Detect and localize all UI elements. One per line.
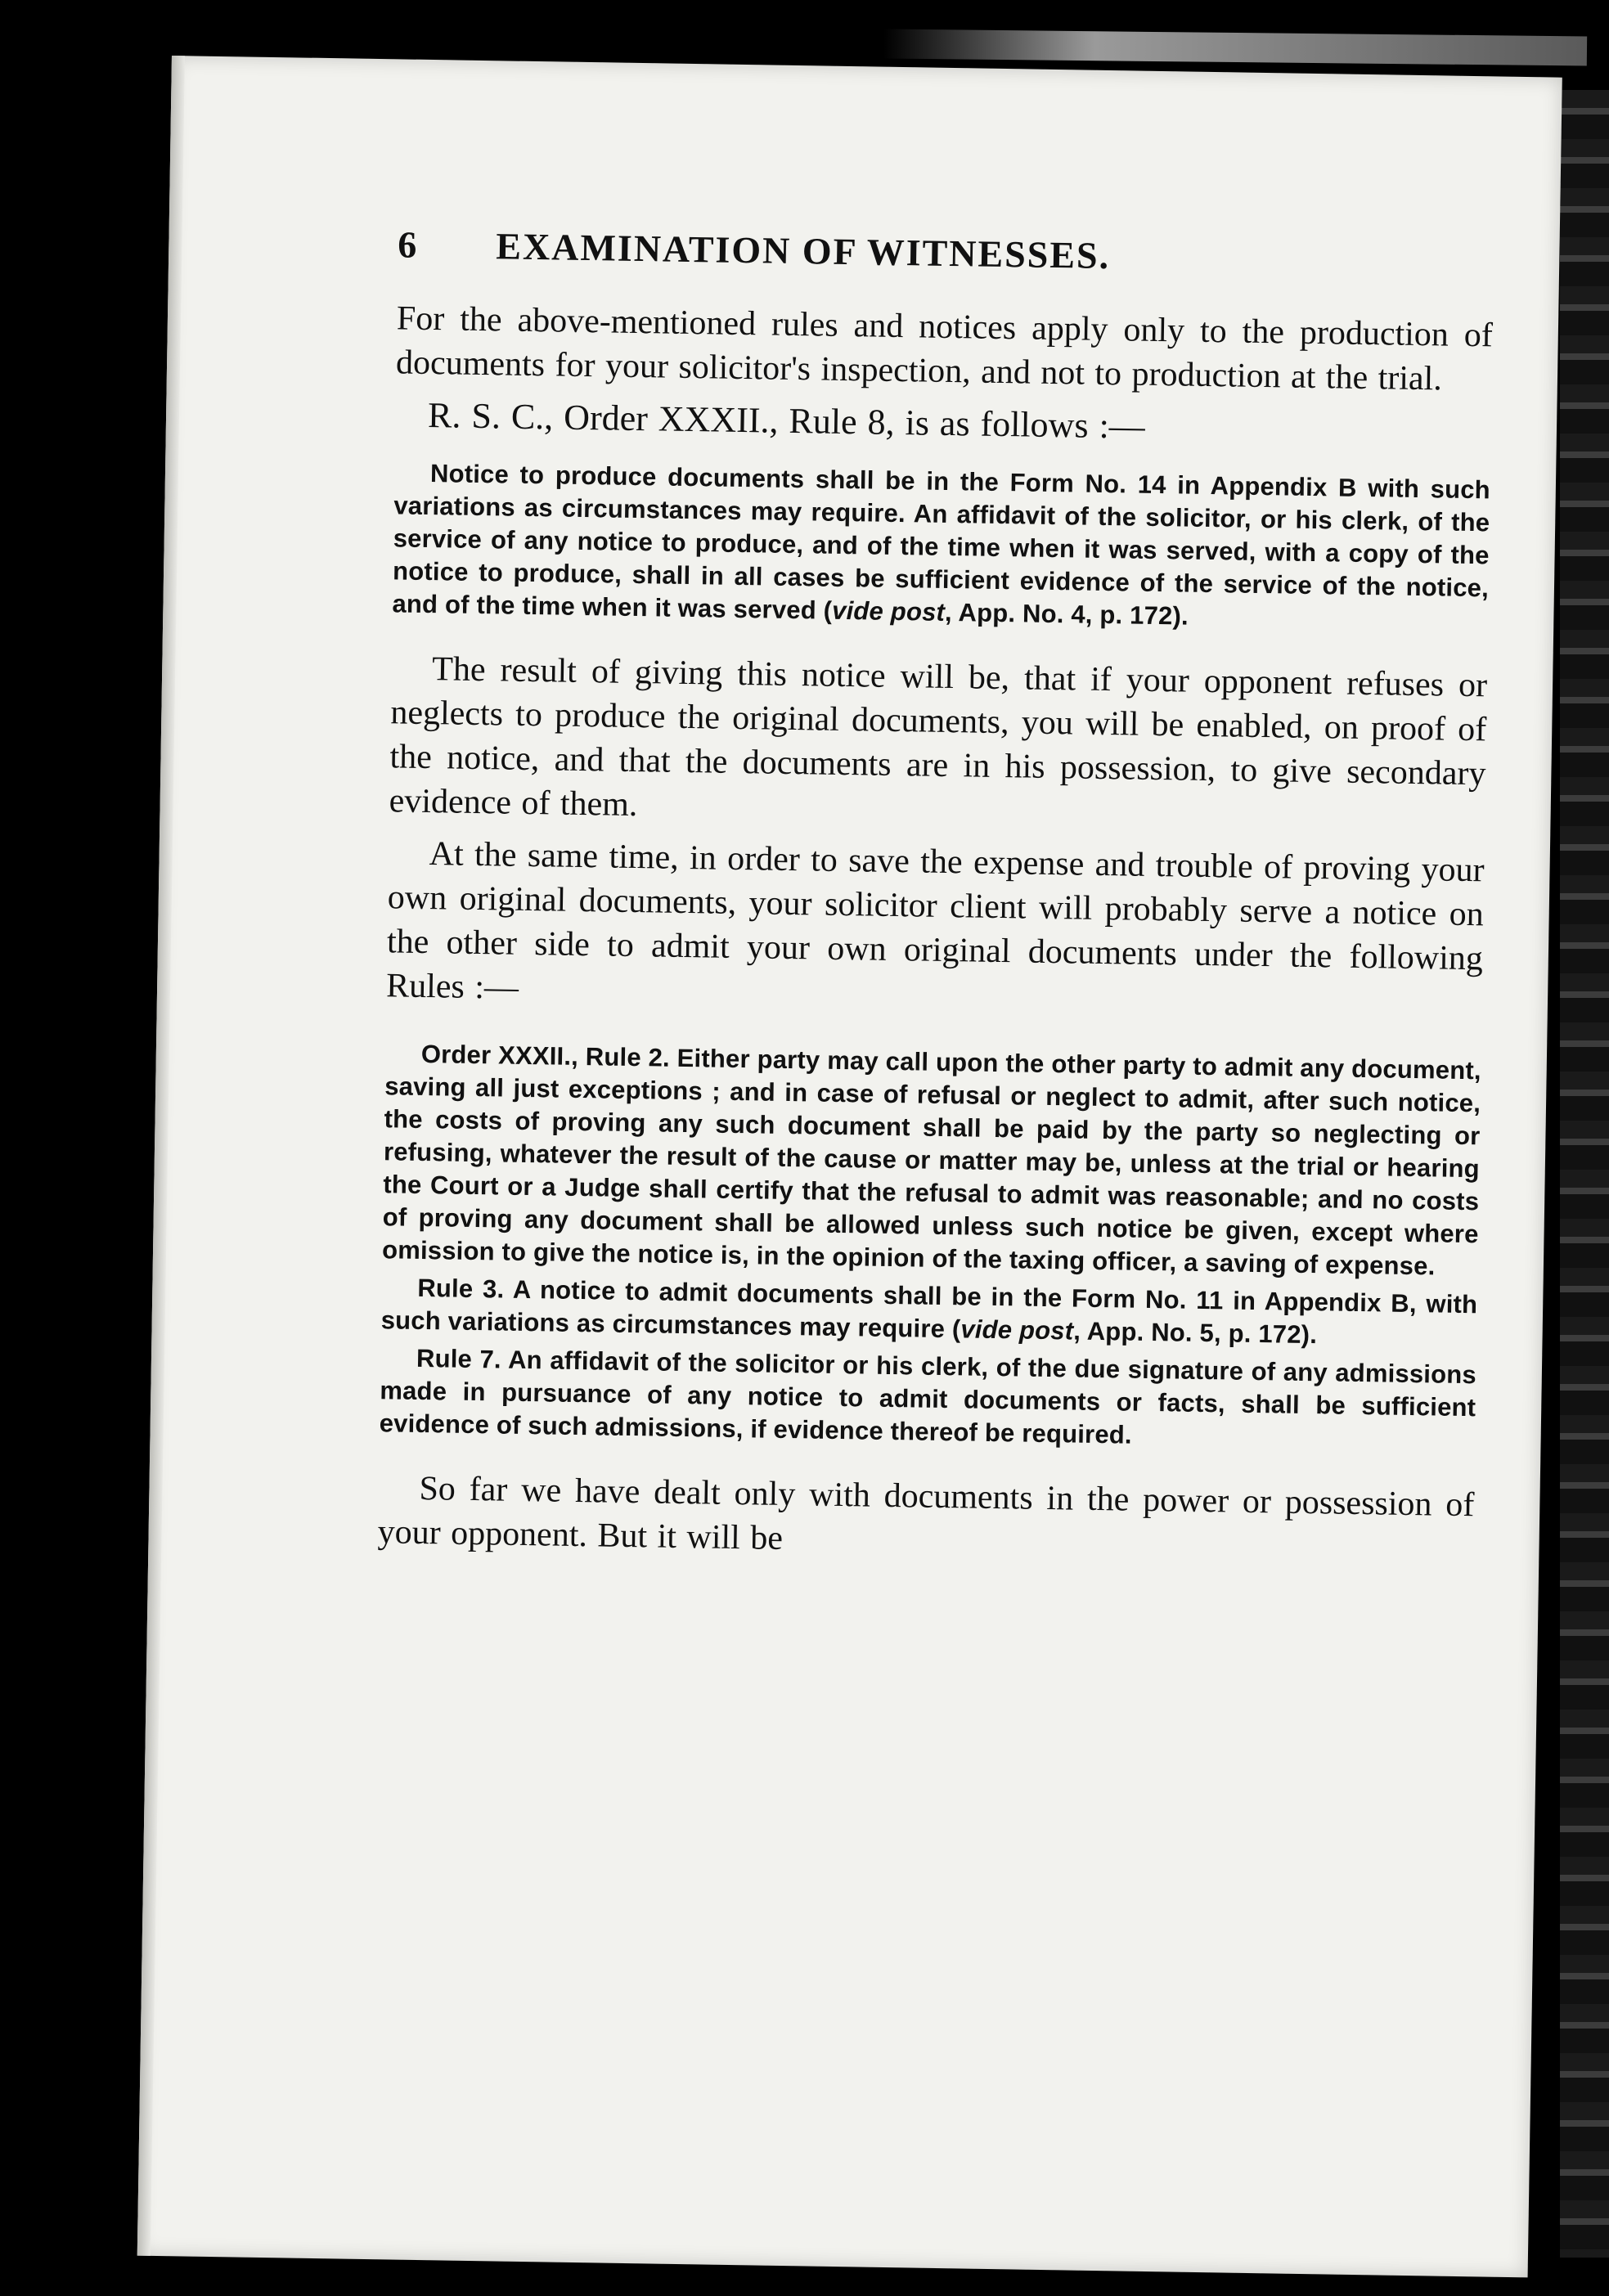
book-page	[137, 56, 1562, 2277]
quote-rule-3	[380, 1271, 1477, 1354]
quote-rule-3-text: Rule 3. A notice to admit documents shall be in the Form No. 11 in Appendix B, with such variations as circumstances may require (	[380, 1273, 1478, 1344]
page-number: 6	[398, 223, 418, 266]
scan-edge-right	[1560, 90, 1609, 2258]
quote-rule-3-end: , App. No. 5, p. 172).	[1073, 1316, 1318, 1350]
quote-rule-3-italic: vide post	[960, 1314, 1074, 1346]
running-head-title: EXAMINATION OF WITNESSES.	[495, 225, 1111, 277]
scan-edge-top	[883, 29, 1587, 65]
quote-rule-8	[392, 456, 1490, 637]
paragraph-2: R. S. C., Order XXXII., Rule 8, is as follows :—	[427, 394, 1146, 447]
text-column	[369, 222, 1494, 2121]
paragraph-3: The result of giving this notice will be, that if your opponent refuses or neglects to produce the original documents, you will be enabled, on proof of the notice, and that the documents are in his possession, to give secondary evidence of them.	[389, 650, 1488, 824]
paragraph-4: At the same time, in order to save the expense and trouble of proving your own original documents, your solicitor client will probably serve a notice on the other side to admit your own original documents under the following Rules :—	[385, 835, 1485, 1007]
quote-rule-2: Order XXXII., Rule 2. Either party may call upon the other party to admit any document, saving all just exceptions ; and in case of refusal or neglect to admit, after such notice, the costs of proving any such document shall be paid by the party so neglecting or refusing, whatever the result of the cause or matter may be, unless at the trial or hearing the Court or a Judge shall certify that the refusal to admit was reasonable; and no costs of proving any document shall be allowed unless such notice be given, except where omission to give the notice is, in the opinion of the taxing officer, a saving of expense.	[381, 1039, 1481, 1281]
quote-rule-8-text: Notice to produce documents shall be in the Form No. 14 in Appendix B with such variations as circumstances may require. An affidavit of the solicitor, or his clerk, of the service of any notice to produce, and of the time when it was served, with a copy of the notice to produce, shall in all cases be sufficient evidence of the service of the notice, and of the time when it was served (	[392, 459, 1491, 625]
paragraph-1: For the above-mentioned rules and notices apply only to the production of documents for your solicitor's inspection, and not to production at the trial.	[395, 299, 1494, 398]
quote-rule-8-end: , App. No. 4, p. 172).	[944, 597, 1189, 631]
quote-rule-8-italic: vide post	[831, 595, 946, 627]
quote-rule-7: Rule 7. An affidavit of the solicitor or his clerk, of the due signature of any admissions made in pursuance of any notice to admit documents or facts, shall be sufficient evidence of such admissions, if evidence thereof be required.	[379, 1343, 1477, 1449]
paragraph-5: So far we have dealt only with documents in the power or possession of your opponent. But it will be	[377, 1469, 1475, 1557]
